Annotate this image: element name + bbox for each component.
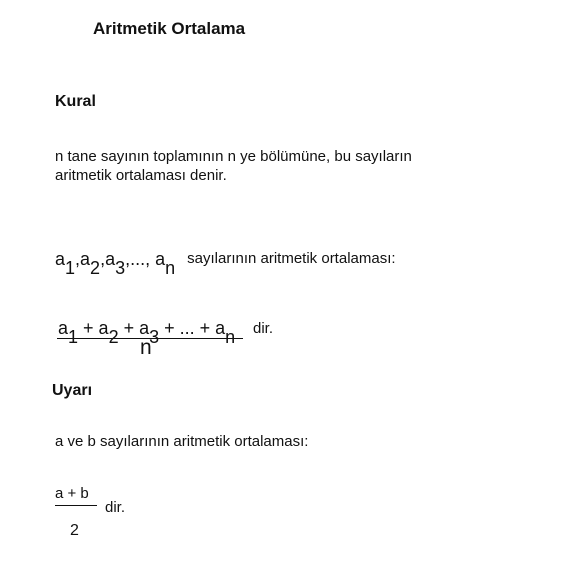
ab-formula-suffix: dir. [105, 499, 126, 516]
rule-text-line-1: n tane sayının toplamının n ye bölümüne, bu sayıların [55, 148, 412, 165]
num-index-3: 3 [149, 327, 160, 347]
ab-formula-denominator: 2 [70, 522, 79, 539]
rule-heading: Kural [55, 93, 96, 110]
rule-text [55, 147, 412, 185]
mean-formula-suffix: dir. [253, 320, 274, 337]
num-term-a3: + a [118, 318, 150, 338]
warning-text: a ve b sayılarının aritmetik ortalaması: [55, 433, 309, 450]
num-index-n: n [225, 327, 236, 347]
mean-formula-denominator: n [140, 336, 152, 359]
num-term-a1: a [58, 318, 69, 338]
num-index-1: 1 [68, 327, 79, 347]
seq-label: sayılarının aritmetik ortalaması: [187, 250, 396, 267]
seq-ellipsis-an: ,..., a [125, 249, 166, 269]
seq-term-a2: ,a [75, 249, 91, 269]
sequence-expression [55, 249, 396, 278]
num-index-2: 2 [108, 327, 119, 347]
seq-index-1: 1 [65, 258, 76, 278]
seq-index-3: 3 [115, 258, 126, 278]
num-term-a2: + a [78, 318, 109, 338]
seq-term-a1: a [55, 249, 66, 269]
page-title: Aritmetik Ortalama [93, 19, 246, 38]
rule-text-line-2: aritmetik ortalaması denir. [55, 167, 227, 184]
warning-heading: Uyarı [52, 382, 93, 399]
seq-index-n: n [165, 258, 176, 278]
ab-formula-fraction-bar [55, 505, 97, 506]
ab-formula-numerator: a + b [55, 485, 89, 502]
seq-index-2: 2 [90, 258, 101, 278]
seq-term-a3: ,a [100, 249, 116, 269]
num-term-an: + ... + a [159, 318, 226, 338]
